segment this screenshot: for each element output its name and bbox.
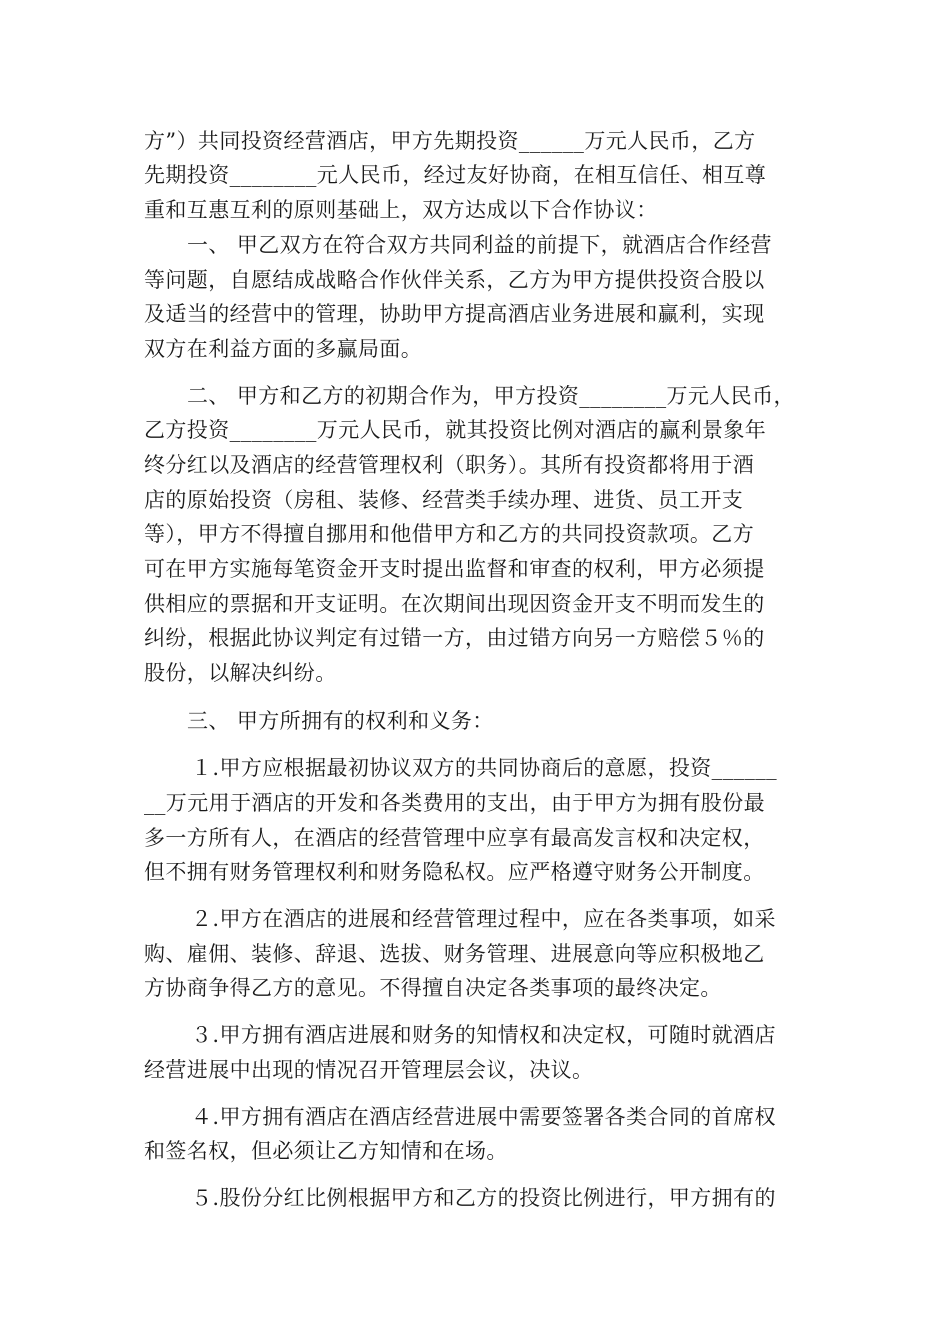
text-line: 供相应的票据和开支证明。在次期间出现因资金开支不明而发生的 xyxy=(144,592,765,616)
text-line: 方”）共同投资经营酒店，甲方先期投资______万元人民币，乙方 xyxy=(144,129,756,153)
text-line: 多一方所有人，在酒店的经营管理中应享有最高发言权和决定权， xyxy=(144,826,765,850)
text-line: 一、 甲乙双方在符合双方共同利益的前提下，就酒店合作经营 xyxy=(187,233,772,257)
text-line: __万元用于酒店的开发和各类费用的支出，由于甲方为拥有股份最 xyxy=(144,791,765,815)
text-line: 二、 甲方和乙方的初期合作为，甲方投资________万元人民币， xyxy=(187,384,795,408)
text-line: 先期投资________元人民币，经过友好协商，在相互信任、相互尊 xyxy=(144,163,767,187)
text-line: 股份，以解决纠纷。 xyxy=(144,661,337,685)
text-line: 经营进展中出现的情况召开管理层会议，决议。 xyxy=(144,1058,594,1082)
text-line: 方协商争得乙方的意见。不得擅自决定各类事项的最终决定。 xyxy=(144,976,722,1000)
text-line: 等问题，自愿结成战略合作伙伴关系，乙方为甲方提供投资合股以 xyxy=(144,268,765,292)
text-line: 但不拥有财务管理权利和财务隐私权。应严格遵守财务公开制度。 xyxy=(144,860,765,884)
text-line: ４.甲方拥有酒店在酒店经营进展中需要签署各类合同的首席权 xyxy=(191,1105,776,1129)
text-line: 及适当的经营中的管理，协助甲方提高酒店业务进展和赢利，实现 xyxy=(144,302,765,326)
text-line: 等），甲方不得擅自挪用和他借甲方和乙方的共同投资款项。乙方 xyxy=(144,522,755,546)
text-line: 终分红以及酒店的经营管理权利（职务）。其所有投资都将用于酒 xyxy=(144,453,755,477)
text-line: １.甲方应根据最初协议双方的共同协商后的意愿，投资______ xyxy=(191,756,778,780)
text-line: 重和互惠互利的原则基础上，双方达成以下合作协议： xyxy=(144,198,658,222)
text-line: 店的原始投资（房租、装修、经营类手续办理、进货、员工开支 xyxy=(144,488,744,512)
text-line: 购、雇佣、装修、辞退、选拔、财务管理、进展意向等应积极地乙 xyxy=(144,942,765,966)
text-line: 和签名权，但必须让乙方知情和在场。 xyxy=(144,1139,508,1163)
text-line: 双方在利益方面的多赢局面。 xyxy=(144,337,423,361)
text-line: ２.甲方在酒店的进展和经营管理过程中，应在各类事项，如采 xyxy=(191,907,776,931)
text-line: 可在甲方实施每笔资金开支时提出监督和审查的权利，甲方必须提 xyxy=(144,557,765,581)
text-line: 纠纷，根据此协议判定有过错一方，由过错方向另一方赔偿５％的 xyxy=(144,626,765,650)
text-line: ３.甲方拥有酒店进展和财务的知情权和决定权，可随时就酒店 xyxy=(191,1023,776,1047)
text-line: 三、 甲方所拥有的权利和义务： xyxy=(187,709,494,733)
text-line: ５.股份分红比例根据甲方和乙方的投资比例进行，甲方拥有的 xyxy=(191,1186,776,1210)
text-line: 乙方投资________万元人民币，就其投资比例对酒店的赢利景象年 xyxy=(144,418,767,442)
